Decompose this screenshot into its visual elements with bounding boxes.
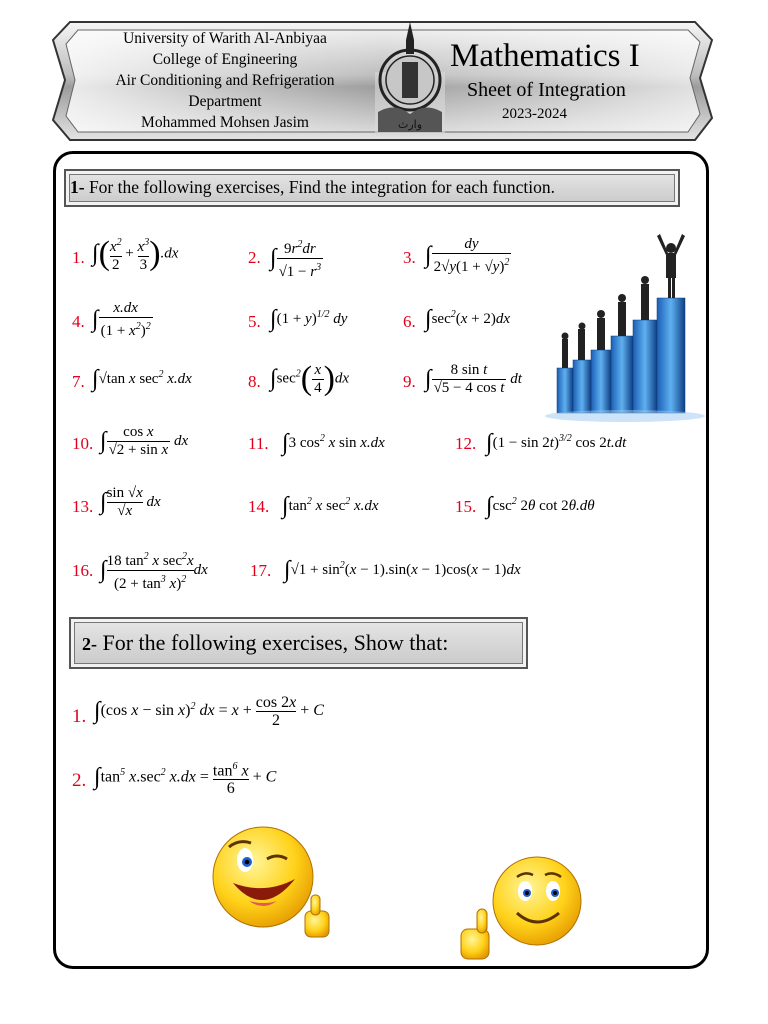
exercise-4-formula: ∫ $\frac{x.dx}{(1 + x^2)^2}$ (92, 300, 151, 339)
section1-heading (70, 177, 555, 198)
page-title: Mathematics I (450, 38, 640, 74)
exercise-number: 5. (248, 312, 261, 331)
exercise-number: 16. (72, 561, 94, 580)
institution-line: Air Conditioning and Refrigeration (115, 72, 335, 89)
section2-number: 2- (82, 634, 97, 654)
exercise-number: 14. (248, 497, 270, 516)
exercise-number: 12. (455, 434, 477, 453)
showthat-1-formula: ∫(cos x − sin x)$^2$ dx = x + $\frac{\cos 2x}{2}$ + C (94, 694, 324, 729)
exercise-number: 11. (248, 434, 269, 453)
exercise-10-formula: ∫ $\frac{\text{cos x}}{\text{√2 + sin x}}$ dx (100, 424, 189, 458)
exercise-number: 9. (403, 372, 416, 391)
section1-number: 1- (70, 177, 85, 197)
page-subtitle: Sheet of Integration (467, 79, 626, 101)
exercise-number: 17. (250, 561, 272, 580)
exercise-number: 1. (72, 248, 85, 267)
exercise-1-formula: ∫( $\frac{x^2}{2}$ + $\frac{x^3}{3}$ ).dx (92, 235, 179, 273)
academic-year: 2023-2024 (502, 106, 567, 122)
svg-text:وارث: وارث (397, 118, 423, 131)
showthat-number: 1. (72, 706, 87, 727)
exercise-2-formula: ∫ $\frac{9r^2dr}{√1 - r^3}$ (270, 239, 322, 280)
institution-line: College of Engineering (152, 51, 298, 68)
showthat-2-formula: $\int\tan^5$ $x.\sec^2$ x.dx = $\frac{\tan^6 x}{6}$ + C (94, 761, 277, 798)
exercise-5-formula: $\int(1 + y)^{1/2}$ dy (270, 306, 348, 332)
exercise-6-formula: $\int\sec^2(x + 2)dx$ (425, 306, 511, 332)
exercise-3-formula: ∫ $\frac{dy}{2√y(1 + √y)^2}$ (425, 236, 510, 275)
showthat-number: 2. (72, 770, 87, 791)
institution-line: University of Warith Al-Anbiyaa (123, 30, 327, 47)
exercise-9-formula: ∫ $\frac{\text{8 sin t}}{\text{√5 − 4 cos t}}$ dt (425, 362, 522, 396)
exercise-number: 15. (455, 497, 477, 516)
exercise-13-formula: ∫ $\frac{\sin √x}{√x}$ dx (100, 485, 161, 519)
exercise-11-formula: ∫3 $\cos^2 x$ sin x.dx (282, 430, 385, 456)
section2-heading-text: For the following exercises, Show that: (102, 630, 449, 655)
exercise-7-formula: ∫√tan x $\sec^2 x.dx$ (92, 366, 192, 392)
exercise-number: 8. (248, 372, 261, 391)
exercise-number: 10. (72, 434, 94, 453)
section2-heading (82, 630, 448, 656)
smiling-thumbs-up-emoji-icon (455, 845, 585, 970)
exercise-number: 7. (72, 372, 85, 391)
exercise-number: 4. (72, 312, 85, 331)
exercise-17-formula: $\int√1 + \sin^2(x - 1).\sin(x - 1)\cos(x - 1)dx$ (284, 557, 521, 583)
institution-line: Department (188, 93, 262, 110)
exercise-number: 2. (248, 248, 261, 267)
author-name: Mohammed Mohsen Jasim (141, 114, 309, 131)
exercise-15-formula: $\int\csc^2$ 2θ cot 2θ.dθ (486, 493, 595, 519)
exercise-16-formula: ∫ $\frac{18 \tan^2 x \sec^2x}{(2 + \tan^3 x)^2}$ dx (100, 551, 208, 592)
exercise-number: 3. (403, 248, 416, 267)
section1-heading-text: For the following exercises, Find the integration for each function. (88, 177, 556, 197)
exercise-8-formula: $\int\sec^2$( $\frac{x}{4}$ )dx (270, 360, 350, 397)
exercise-14-formula: $\int\tan^2$ x $\sec^2 x.dx$ (282, 493, 379, 519)
exercise-number: 13. (72, 497, 94, 516)
exercise-number: 6. (403, 312, 416, 331)
bar-chart-people-icon (545, 228, 710, 423)
winking-thumbs-up-emoji-icon (205, 815, 337, 945)
exercise-12-formula: $\int(1 - \sin 2t)^{3/2}$ cos 2t.dt (486, 430, 627, 456)
